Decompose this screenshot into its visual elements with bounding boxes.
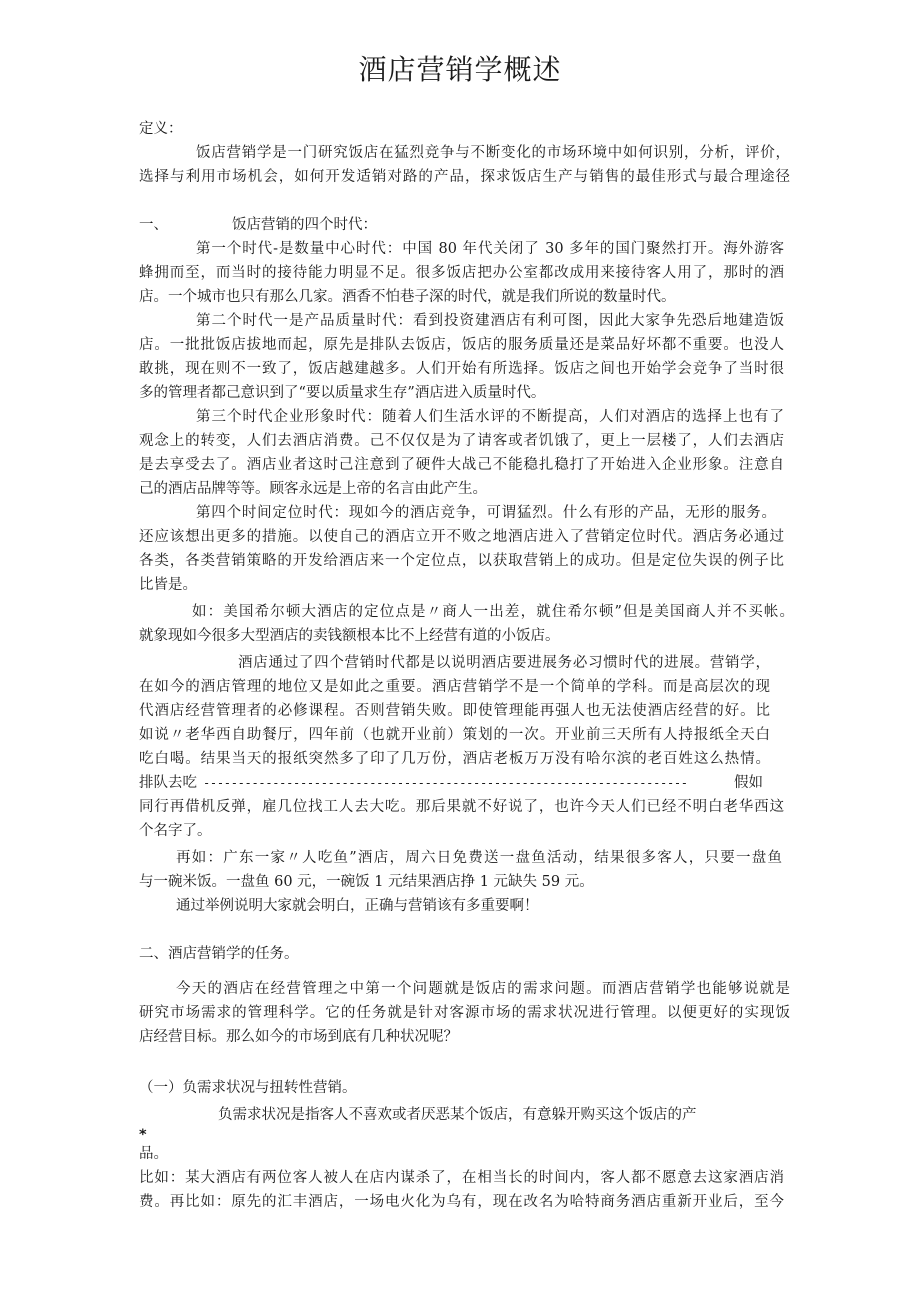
paragraph-line: 比如：某大酒店有两位客人被人在店内谋杀了，在相当长的时间内，客人都不愿意去这家酒店消 xyxy=(139,1170,784,1186)
paragraph-line: 再如：广东一家〃人吃鱼”酒店，周六日免费送一盘鱼活动，结果很多客人，只要一盘鱼 xyxy=(176,850,782,866)
paragraph-line: 店。一批批饭店拔地而起，原先是排队去饭店，饭店的服务质量还是菜品好坏都不重要。也没人 xyxy=(139,337,784,353)
queue-end: 假如 xyxy=(734,775,763,791)
paragraph-line: 如：美国希尔顿大酒店的定位点是〃商人一出差，就住希尔顿”但是美国商人并不买帐。 xyxy=(192,604,794,620)
paragraph-line: 多的管理者都己意识到了“要以质量求生存”酒店进入质量时代。 xyxy=(139,385,546,401)
page-title: 酒店营销学概述 xyxy=(358,53,562,86)
paragraph-line: 在如今的酒店管理的地位又是如此之重要。酒店营销学不是一个简单的学科。而是高层次的现 xyxy=(139,679,770,695)
paragraph-line: 同行再借机反弹，雇几位找工人去大吃。那后果就不好说了，也许今天人们已经不明白老华西这 xyxy=(139,799,784,815)
paragraph-line: 品。 xyxy=(139,1146,168,1162)
paragraph-line: 研究市场需求的管理科学。它的任务就是针对客源市场的需求状况进行管理。以便更好的实现饭 xyxy=(139,1005,790,1021)
queue-start: 排队去吃 xyxy=(139,775,197,791)
definition-label: 定义： xyxy=(139,121,183,137)
paragraph-line: 与一碗米饭。一盘鱼 60 元，一碗饭 1 元结果酒店挣 1 元缺失 59 元。 xyxy=(139,874,594,890)
paragraph-line: 吃白喝。结果当天的报纸突然多了印了几万份，酒店老板万万没有哈尔滨的老百姓这么热情。 xyxy=(139,751,770,767)
paragraph-line: 第四个时间定位时代：现如今的酒店竞争，可谓猛烈。什么有形的产品，无形的服务。 xyxy=(196,505,776,521)
paragraph-line: 如说〃老华西自助餐厅，四年前（也就开业前）策划的一次。开业前三天所有人持报纸全天白 xyxy=(139,727,770,743)
paragraph-line: 敢挑，现在则不一致了，饭店越建越多。人们开始有所选择。饭店之间也开始学会竞争了当时很 xyxy=(139,361,784,377)
paragraph-line: 第一个时代-是数量中心时代：中国 80 年代关闭了 30 多年的国门聚然打开。海外游客 xyxy=(196,241,784,257)
paragraph-line: 比皆是。 xyxy=(139,577,197,593)
paragraph-line: 第三个时代企业形象时代：随着人们生活水评的不断提高，人们对酒店的选择上也有了 xyxy=(196,409,784,425)
paragraph-line: 店。一个城市也只有那么几家。酒香不怕巷子深的时代，就是我们所说的数量时代。 xyxy=(139,289,676,305)
section-heading: 二、酒店营销学的任务。 xyxy=(139,946,299,962)
paragraph-line: 酒店通过了四个营销时代都是以说明酒店要进展务必习惯时代的进展。营销学， xyxy=(238,655,770,671)
paragraph-line: 饭店营销学是一门研究饭店在猛烈竞争与不断变化的市场环境中如何识别，分析，评价， xyxy=(196,145,790,161)
marker: * xyxy=(139,1127,147,1143)
paragraph-line: 是去享受去了。酒店业者这时己注意到了硬件大战己不能稳扎稳打了开始进入企业形象。注意自 xyxy=(139,457,784,473)
paragraph-line: 今天的酒店在经营管理之中第一个问题就是饭店的需求问题。而酒店营销学也能够说就是 xyxy=(176,981,790,997)
conclusion-line: 通过举例说明大家就会明白，正确与营销该有多重要啊！ xyxy=(176,898,539,914)
paragraph-line: 就象现如今很多大型酒店的卖钱额根本比不上经营有道的小饭店。 xyxy=(139,628,560,644)
paragraph-line: 各类，各类营销策略的开发给酒店来一个定位点，以获取营销上的成功。但是定位失误的例子比 xyxy=(139,553,784,569)
paragraph-line: 店经营目标。那么如今的市场到底有几种状况呢？ xyxy=(139,1029,458,1045)
paragraph-line: 费。再比如：原先的汇丰酒店，一场电火化为乌有，现在改名为哈特商务酒店重新开业后，至今 xyxy=(139,1194,784,1210)
paragraph-line: 代酒店经营管理者的必修课程。否则营销失败。即使管理能再强人也无法使酒店经营的好。比 xyxy=(139,703,770,719)
paragraph-line: 还应该想出更多的措施。以使自己的酒店立开不败之地酒店进入了营销定位时代。酒店务必通过 xyxy=(139,529,784,545)
paragraph-line: 蜂拥而至，而当时的接待能力明显不足。很多饭店把办公室都改成用来接待客人用了，那时的酒 xyxy=(139,265,784,281)
paragraph-line: 个名字了。 xyxy=(139,823,212,839)
paragraph-line: 负需求状况是指客人不喜欢或者厌恶某个饭店，有意躲开购买这个饭店的产 xyxy=(218,1107,697,1123)
paragraph-line: 己的酒店品牌等等。顾客永远是上帝的名言由此产生。 xyxy=(139,481,487,497)
paragraph-line: 选择与利用市场机会，如何开发适销对路的产品，探求饭店生产与销售的最佳形式与最合理途径 xyxy=(139,169,790,185)
paragraph-line: 第二个时代一是产品质量时代：看到投资建酒店有利可图，因此大家争先恐后地建造饭 xyxy=(196,313,784,329)
dashed-line: ---------------------------------------------------------------------- xyxy=(203,776,688,790)
section-heading: 饭店营销的四个时代： xyxy=(232,217,377,233)
section-number: 一、 xyxy=(139,217,168,233)
subsection-heading: （一）负需求状况与扭转性营销。 xyxy=(139,1080,357,1096)
paragraph-line: 观念上的转变，人们去酒店消费。己不仅仅是为了请客或者饥饿了，更上一层楼了，人们去酒店 xyxy=(139,433,784,449)
